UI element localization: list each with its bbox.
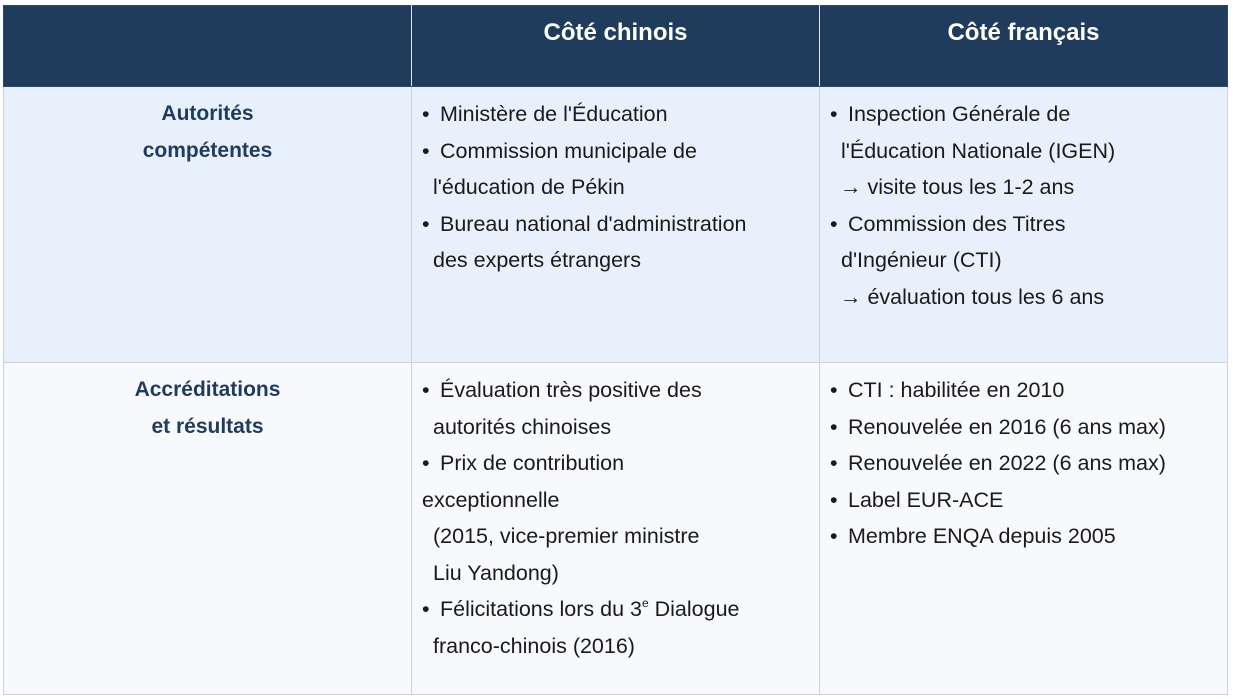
list-item-text: Dialogue <box>648 597 740 621</box>
list-item-text: Membre ENQA depuis 2005 <box>848 524 1116 548</box>
cell-chinese-authorities <box>412 87 820 363</box>
bullet-icon: • <box>830 378 838 402</box>
list-item-text: l'éducation de Pékin <box>433 175 625 199</box>
bullet-icon: • <box>422 102 430 126</box>
list-item-text: CTI : habilitée en 2010 <box>848 378 1065 402</box>
row-label-line: Autorités <box>161 102 254 125</box>
bullet-icon: • <box>830 524 838 548</box>
list-item <box>422 133 809 206</box>
row-label-authorities <box>4 87 412 363</box>
header-row <box>4 6 1228 87</box>
list-item <box>830 518 1217 555</box>
cell-french-authorities <box>820 87 1228 363</box>
cell-chinese-accreditations <box>412 363 820 695</box>
list-item <box>422 96 809 133</box>
superscript-text: e <box>641 596 649 610</box>
list-item-text: Félicitations lors du 3 <box>440 597 642 621</box>
bullet-icon: • <box>830 414 838 439</box>
list-item-text: Label EUR-ACE <box>848 487 1004 512</box>
comparison-table <box>3 5 1228 695</box>
list-item <box>830 96 1217 206</box>
header-chinese-side: Côté chinois <box>412 6 820 87</box>
list-item <box>422 206 809 279</box>
list-item-text: l'Éducation Nationale (IGEN) <box>841 138 1116 163</box>
bullet-icon: • <box>830 211 838 236</box>
list-item-text: Prix de contribution <box>440 451 625 475</box>
row-label-line: Accréditations <box>134 378 281 401</box>
list-item-text: → évaluation tous les 6 ans <box>840 284 1105 309</box>
header-french-side: Côté français <box>820 6 1228 87</box>
list-item-text: Renouvelée en 2022 (6 ans max) <box>848 451 1166 475</box>
list-item <box>830 372 1217 409</box>
bullet-icon: • <box>422 378 430 402</box>
table-row-authorities <box>4 87 1228 363</box>
bullet-icon: • <box>422 597 430 621</box>
list-item-text: Inspection Générale de <box>848 102 1071 126</box>
list-item-text: autorités chinoises <box>433 414 612 439</box>
list-item-text: Commission municipale de <box>440 138 697 163</box>
list-item-text: (2015, vice-premier ministre <box>433 524 700 548</box>
list-item <box>830 409 1217 446</box>
bullet-icon: • <box>830 451 838 475</box>
cell-french-accreditations <box>820 363 1228 695</box>
list-item-text: Ministère de l'Éducation <box>440 102 668 126</box>
list-item-text: franco-chinois (2016) <box>433 633 635 658</box>
list-item <box>422 445 809 591</box>
table-row-accreditations <box>4 363 1228 695</box>
list-item <box>830 206 1217 316</box>
list-item-text: Bureau national d'administration <box>440 211 747 236</box>
row-label-line: et résultats <box>151 414 264 438</box>
list-item-text: Évaluation très positive des <box>440 378 702 402</box>
list-item-text: → visite tous les 1-2 ans <box>840 175 1075 199</box>
list-item <box>422 372 809 445</box>
list-item-text: exceptionnelle <box>422 487 560 512</box>
row-label-accreditations <box>4 363 412 695</box>
bullet-icon: • <box>830 102 838 126</box>
list-item-text: Commission des Titres <box>848 211 1066 236</box>
bullet-icon: • <box>830 487 838 512</box>
list-item-text: Renouvelée en 2016 (6 ans max) <box>848 414 1166 439</box>
header-empty-cell <box>4 6 412 87</box>
bullet-icon: • <box>422 451 430 475</box>
list-item-text: des experts étrangers <box>433 248 641 272</box>
list-item <box>830 445 1217 482</box>
row-label-line: compétentes <box>142 138 273 162</box>
list-item <box>422 591 809 664</box>
list-item-text: Liu Yandong) <box>433 560 559 585</box>
list-item-text: d'Ingénieur (CTI) <box>841 248 1002 272</box>
bullet-icon: • <box>422 211 430 236</box>
list-item <box>830 482 1217 519</box>
bullet-icon: • <box>422 138 430 163</box>
